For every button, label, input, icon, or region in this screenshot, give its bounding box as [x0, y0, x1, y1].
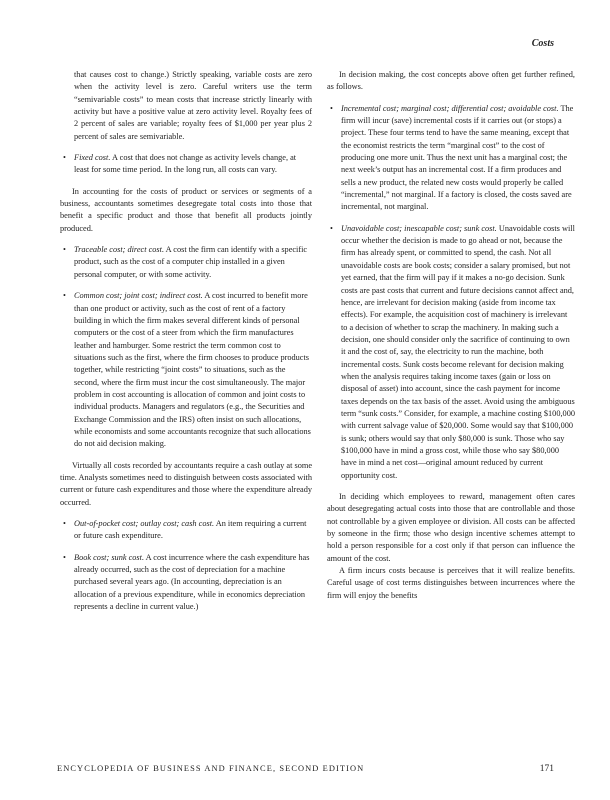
list-item: [60, 290, 312, 450]
publication-title: ENCYCLOPEDIA OF BUSINESS AND FINANCE, SECOND EDITION: [57, 764, 365, 773]
list-item: [60, 518, 312, 543]
list-item: [327, 223, 575, 482]
list-item-text: An item requiring a current or future cash expenditure.: [74, 519, 307, 541]
body-paragraph: In deciding which employees to reward, management often cares about desegregating actual costs into those that are controllable and those not controllable by a given employee or division. All costs can be affected by someone in the firm; those who design incentive schemes attempt to hold a person responsible for a cost only if that person can influence the amount of the cost.: [327, 492, 575, 563]
bullet-list: [60, 244, 312, 451]
page-number: 171: [539, 764, 554, 774]
list-item: [60, 552, 312, 614]
left-column: [60, 69, 312, 613]
list-item-term: Traceable cost; direct cost.: [74, 245, 165, 255]
list-item-text: Unavoidable costs will occur whether the decision is made to go ahead or not, because the firm has already spent, or committed to spend, the cash. Not all unavoidable costs are book costs; consider a salary promised, but not yet earned, that the firm will pay if it makes a no-go decision. Sunk costs are past costs that current and future decisions cannot affect and, hence, are irrelevant for decision making (aside from income tax effects). For example, the acquisition cost of machinery is irrelevant to a decision of whether to scrap the machinery. In making such a decision, one should consider only the sacrifice of continuing to own it and the cost of, say, the electricity to run the machine, both incremental costs. Sunk costs become relevant for decision making when the analysis requires taking income taxes (gain or loss on disposal of asset) into account, since the cash payment for income taxes depends on the tax basis of the asset. Avoid using the ambiguous term “sunk costs.” Consider, for example, a machine costing $100,000 with current salvage value of $20,000. Some would say that $100,000 is sunk; others would say that only $80,000 is sunk. Those who say $100,000 have in mind a gross cost, while those who say $80,000 have in mind a net cost—original amount reduced by current opportunity cost.: [341, 223, 575, 480]
bullet-list: [60, 518, 312, 613]
page-footer: [57, 764, 554, 773]
list-item-term: Out-of-pocket cost; outlay cost; cash cost.: [74, 519, 215, 528]
bullet-list: [327, 103, 575, 482]
list-item-text: A cost that does not change as activity levels change, at least for some time period. In the long run, all costs can vary.: [74, 153, 297, 175]
list-item-term: Incremental cost; marginal cost; differential cost; avoidable cost.: [341, 103, 559, 113]
list-item-text: A cost the firm can identify with a specific product, such as the cost of a computer chip installed in a given personal computer, or with some activity.: [74, 245, 308, 279]
list-item-text: A cost incurred to benefit more than one product or activity, such as the cost of rent of a factory building in which the firm makes several different kinds of personal computers or the cost of a steer from which the firm manufactures leather and hamburger. Some restrict the term common cost to situations such as the first, where the firm chooses to produce products together, while restricting “joint costs” to situations, such as the second, where the firm must incur the cost simultaneously. The major problem in cost accounting is allocation of common and joint costs to individual products. Managers and regulators (e.g., the Securities and Exchange Commission and the IRS) often insist on such allocations, while economists and some accountants recognize that such allocations do not aid decision making.: [74, 291, 311, 449]
list-item-term: Common cost; joint cost; indirect cost.: [74, 291, 203, 301]
running-header: Costs: [531, 38, 554, 49]
list-item: [60, 244, 312, 281]
list-item-text: A cost incurrence where the cash expenditure has already occurred, such as the cost of depreciation for a machine purchased several years ago. (In accounting, depreciation is an allocation of a previous expenditure, while in economics depreciation represents a decline in current value.): [74, 552, 310, 612]
list-item: [60, 152, 312, 177]
bullet-list: [60, 152, 312, 177]
list-item-term: Unavoidable cost; inescapable cost; sunk cost.: [341, 223, 497, 233]
body-paragraph: In accounting for the costs of product or services or segments of a business, accountants sometimes desegregate total costs into those that benefit a specific product and those that benefit all products jointly produced.: [60, 186, 312, 233]
body-paragraph: A firm incurs costs because is perceives that it will realize benefits. Careful usage of cost terms distinguishes between incurrences where the firm will enjoy the benefits: [327, 566, 575, 600]
right-column: [327, 69, 575, 602]
body-paragraph: Virtually all costs recorded by accountants require a cash outlay at some time. Analysts sometimes need to distinguish between costs associated with current or future cash expenditures and those where the expenditure already occurred.: [60, 460, 312, 507]
list-item-term: Fixed cost.: [74, 153, 111, 163]
list-item-text: The firm will incur (save) incremental costs if it carries out (or stops) a project. These four terms tend to have the same meaning, except that the economist restricts the term “marginal cost” to the cost of producing one more unit. Thus the next unit has a marginal cost; the next week’s output has an incremental cost. If a firm produces and sells a new product, the related new costs would properly be called “incremental,” not marginal. If a factory is closed, the costs saved are incremental, not marginal.: [341, 103, 574, 212]
continued-paragraph: that causes cost to change.) Strictly speaking, variable costs are zero when the activity level is zero. Careful writers use the term “semivariable costs” to mean costs that increase strictly linearly with activity but have a positive value at zero activity level. Royalty fees of 2 percent of sales are variable; royalty fees of $1,000 per year plus 2 percent of sales are semivariable.: [74, 70, 312, 141]
body-paragraph: In decision making, the cost concepts above often get further refined, as follows.: [327, 70, 575, 92]
list-item: [327, 103, 575, 214]
list-item-term: Book cost; sunk cost.: [74, 552, 145, 562]
